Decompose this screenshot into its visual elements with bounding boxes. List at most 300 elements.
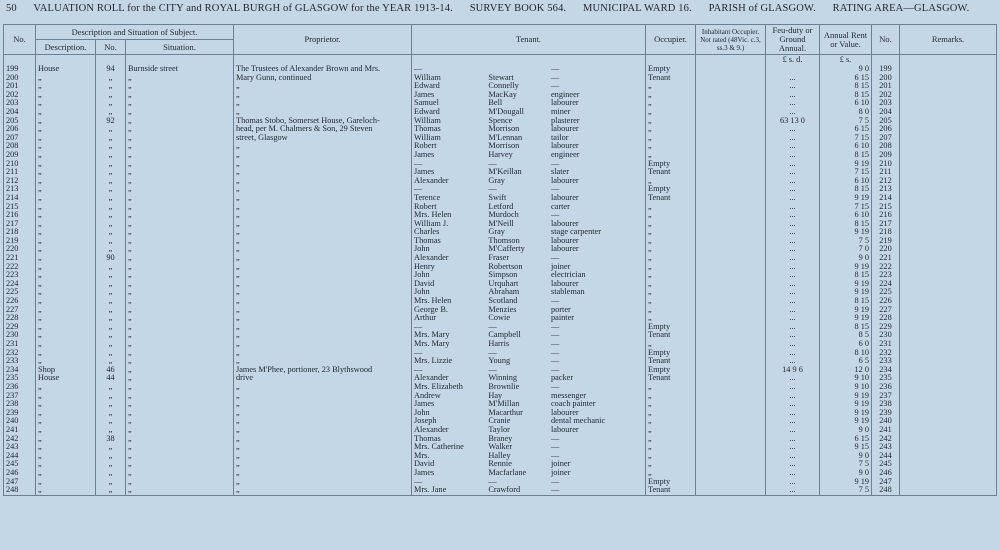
inhabitant-cell (696, 400, 766, 409)
remarks-cell (900, 203, 997, 212)
annual-rent-cell: 6 10 (820, 177, 872, 186)
tenant-first-name: Joseph (414, 417, 437, 426)
feu-duty-cell: ... (766, 194, 820, 203)
remarks-cell (900, 65, 997, 74)
remarks-cell (900, 314, 997, 323)
entry-number: 241 (4, 426, 36, 435)
entry-number: 229 (4, 323, 36, 332)
tenant-surname: Gray (488, 176, 505, 185)
proprietor-cell: „ (234, 194, 412, 203)
tenant-cell (412, 331, 646, 340)
tenant-first-name: Terence (414, 193, 441, 202)
tenant-surname: Macfarlane (488, 468, 527, 477)
description-cell: „ (36, 331, 96, 340)
tenant-surname: Walker (488, 443, 513, 452)
annual-rent-cell: 9 19 (820, 263, 872, 272)
entry-number: 213 (4, 185, 36, 194)
house-number-cell: „ (96, 74, 126, 83)
tenant-first-name: John (414, 271, 430, 280)
occupier-cell: „ (646, 452, 696, 461)
entry-number-right: 205 (872, 117, 900, 126)
occupier-cell: „ (646, 409, 696, 418)
situation-cell: „ (126, 134, 234, 143)
table-row (4, 314, 997, 323)
occupier-cell: Tenant (646, 168, 696, 177)
tenant-first-name: Thomas (414, 125, 441, 134)
tenant-first-name: Thomas (414, 236, 441, 245)
tenant-occupation: — (551, 348, 560, 357)
feu-duty-cell: ... (766, 314, 820, 323)
tenant-surname: Robertson (488, 262, 523, 271)
entry-number-right: 230 (872, 331, 900, 340)
house-number-cell: „ (96, 245, 126, 254)
table-row (4, 280, 997, 289)
tenant-occupation: electrician (551, 271, 586, 280)
feu-duty-cell: ... (766, 306, 820, 315)
tenant-cell (412, 82, 646, 91)
tenant-first-name: Samuel (414, 99, 439, 108)
house-number-cell: „ (96, 297, 126, 306)
description-cell: „ (36, 306, 96, 315)
tenant-first-name: Mrs. Catherine (414, 443, 464, 452)
description-cell: „ (36, 443, 96, 452)
tenant-surname: — (488, 322, 497, 331)
remarks-cell (900, 142, 997, 151)
proprietor-cell: „ (234, 306, 412, 315)
tenant-first-name: James (414, 168, 435, 177)
remarks-cell (900, 306, 997, 315)
tenant-occupation: — (551, 477, 560, 486)
inhabitant-cell (696, 478, 766, 487)
house-number-cell: „ (96, 357, 126, 366)
col-annual-rent: Annual Rent or Value. (820, 25, 872, 55)
tenant-cell (412, 142, 646, 151)
entry-number: 228 (4, 314, 36, 323)
proprietor-cell: „ (234, 452, 412, 461)
entry-number-right: 229 (872, 323, 900, 332)
description-cell: House (36, 65, 96, 74)
tenant-first-name: William J. (414, 219, 449, 228)
rent-units: £ s. (820, 55, 872, 66)
entry-number: 246 (4, 469, 36, 478)
feu-duty-cell: ... (766, 288, 820, 297)
situation-cell: „ (126, 426, 234, 435)
entry-number-right: 227 (872, 306, 900, 315)
tenant-first-name: James (414, 150, 435, 159)
tenant-first-name: Mrs. Lizzie (414, 357, 453, 366)
house-number-cell: „ (96, 392, 126, 401)
tenant-cell (412, 383, 646, 392)
inhabitant-cell (696, 280, 766, 289)
remarks-cell (900, 185, 997, 194)
annual-rent-cell: 8 10 (820, 349, 872, 358)
entry-number-right: 218 (872, 228, 900, 237)
tenant-surname: — (488, 365, 497, 374)
feu-duty-cell: ... (766, 177, 820, 186)
tenant-first-name: Thomas (414, 434, 441, 443)
col-feu-duty: Feu-duty or Ground Annual. (766, 25, 820, 55)
entry-number: 234 (4, 366, 36, 375)
house-number-cell: 90 (96, 254, 126, 263)
tenant-surname: Spence (488, 116, 513, 125)
description-cell: „ (36, 288, 96, 297)
table-row (4, 177, 997, 186)
table-body (4, 55, 997, 496)
entry-number-right: 222 (872, 263, 900, 272)
situation-cell: „ (126, 108, 234, 117)
feu-duty-cell: ... (766, 237, 820, 246)
tenant-first-name: William (414, 133, 441, 142)
entry-number: 245 (4, 460, 36, 469)
tenant-surname: Morrison (488, 125, 520, 134)
entry-number: 233 (4, 357, 36, 366)
situation-cell: „ (126, 478, 234, 487)
tenant-surname: Swift (488, 193, 507, 202)
tenant-first-name: Alexander (414, 254, 449, 263)
description-cell: „ (36, 108, 96, 117)
entry-number: 201 (4, 82, 36, 91)
annual-rent-cell: 8 15 (820, 91, 872, 100)
inhabitant-cell (696, 185, 766, 194)
tenant-cell (412, 151, 646, 160)
annual-rent-cell: 9 19 (820, 228, 872, 237)
inhabitant-cell (696, 366, 766, 375)
situation-cell: „ (126, 400, 234, 409)
situation-cell: „ (126, 417, 234, 426)
proprietor-cell: „ (234, 426, 412, 435)
situation-cell: „ (126, 160, 234, 169)
tenant-surname: Cranie (488, 417, 511, 426)
table-row (4, 125, 997, 134)
tenant-cell (412, 254, 646, 263)
tenant-surname: M'Millan (488, 400, 520, 409)
feu-duty-cell: ... (766, 323, 820, 332)
occupier-cell: Tenant (646, 374, 696, 383)
col-subject-group: Description and Situation of Subject. (36, 25, 234, 40)
entry-number-right: 242 (872, 435, 900, 444)
remarks-cell (900, 263, 997, 272)
tenant-occupation: — (551, 486, 560, 495)
remarks-cell (900, 117, 997, 126)
tenant-surname: M'Cafferty (488, 245, 525, 254)
house-number-cell: „ (96, 409, 126, 418)
description-cell: „ (36, 160, 96, 169)
tenant-surname: Gray (488, 228, 505, 237)
proprietor-cell: „ (234, 331, 412, 340)
tenant-cell (412, 237, 646, 246)
tenant-first-name: Andrew (414, 391, 441, 400)
inhabitant-cell (696, 331, 766, 340)
inhabitant-cell (696, 314, 766, 323)
tenant-occupation: joiner (551, 468, 571, 477)
remarks-cell (900, 288, 997, 297)
description-cell: „ (36, 254, 96, 263)
situation-cell: Burnside street (126, 65, 234, 74)
table-row (4, 185, 997, 194)
annual-rent-cell: 9 19 (820, 478, 872, 487)
remarks-cell (900, 331, 997, 340)
remarks-cell (900, 177, 997, 186)
entry-number: 231 (4, 340, 36, 349)
tenant-first-name: — (414, 185, 423, 194)
tenant-first-name: Alexander (414, 176, 449, 185)
annual-rent-cell: 8 15 (820, 297, 872, 306)
tenant-first-name: Robert (414, 202, 437, 211)
tenant-surname: Simpson (488, 271, 518, 280)
remarks-cell (900, 99, 997, 108)
description-cell: „ (36, 228, 96, 237)
entry-number-right: 214 (872, 194, 900, 203)
annual-rent-cell: 9 19 (820, 314, 872, 323)
tenant-cell (412, 349, 646, 358)
feu-duty-cell: ... (766, 254, 820, 263)
tenant-occupation: joiner (551, 460, 571, 469)
inhabitant-cell (696, 443, 766, 452)
entry-number-right: 244 (872, 452, 900, 461)
table-row (4, 91, 997, 100)
entry-number: 239 (4, 409, 36, 418)
situation-cell: „ (126, 383, 234, 392)
occupier-cell: „ (646, 91, 696, 100)
entry-number: 243 (4, 443, 36, 452)
description-cell: „ (36, 340, 96, 349)
tenant-first-name: — (414, 477, 423, 486)
tenant-occupation: labourer (551, 236, 579, 245)
tenant-cell (412, 357, 646, 366)
feu-duty-cell: ... (766, 245, 820, 254)
inhabitant-cell (696, 228, 766, 237)
tenant-first-name: James (414, 468, 435, 477)
inhabitant-cell (696, 65, 766, 74)
tenant-surname: MacKay (488, 90, 517, 99)
tenant-cell (412, 314, 646, 323)
entry-number-right: 212 (872, 177, 900, 186)
tenant-occupation: carter (551, 202, 570, 211)
remarks-cell (900, 237, 997, 246)
situation-cell: „ (126, 168, 234, 177)
table-row (4, 237, 997, 246)
proprietor-cell: „ (234, 263, 412, 272)
situation-cell: „ (126, 125, 234, 134)
entry-number: 235 (4, 374, 36, 383)
page-number: 50 (6, 3, 17, 14)
inhabitant-cell (696, 392, 766, 401)
table-row (4, 65, 997, 74)
proprietor-cell: head, per M. Chalmers & Son, 29 Steven (234, 125, 412, 134)
occupier-cell: „ (646, 263, 696, 272)
table-row (4, 160, 997, 169)
proprietor-cell: „ (234, 168, 412, 177)
annual-rent-cell: 7 0 (820, 245, 872, 254)
remarks-cell (900, 125, 997, 134)
occupier-cell: „ (646, 426, 696, 435)
entry-number-right: 238 (872, 400, 900, 409)
table-row (4, 443, 997, 452)
description-cell: „ (36, 417, 96, 426)
annual-rent-cell: 9 10 (820, 374, 872, 383)
entry-number-right: 225 (872, 288, 900, 297)
occupier-cell: „ (646, 383, 696, 392)
annual-rent-cell: 9 19 (820, 280, 872, 289)
tenant-cell (412, 392, 646, 401)
house-number-cell: „ (96, 203, 126, 212)
description-cell: „ (36, 194, 96, 203)
tenant-cell (412, 271, 646, 280)
remarks-cell (900, 443, 997, 452)
proprietor-cell: „ (234, 314, 412, 323)
tenant-cell (412, 211, 646, 220)
description-cell: „ (36, 280, 96, 289)
inhabitant-cell (696, 108, 766, 117)
description-cell: „ (36, 271, 96, 280)
proprietor-cell: „ (234, 478, 412, 487)
tenant-occupation: slater (551, 168, 569, 177)
tenant-cell (412, 220, 646, 229)
remarks-cell (900, 134, 997, 143)
tenant-cell (412, 168, 646, 177)
inhabitant-cell (696, 323, 766, 332)
tenant-surname: Bell (488, 99, 503, 108)
units-row (4, 55, 997, 66)
inhabitant-cell (696, 160, 766, 169)
proprietor-cell: „ (234, 400, 412, 409)
house-number-cell: „ (96, 280, 126, 289)
proprietor-cell: „ (234, 435, 412, 444)
entry-number: 232 (4, 349, 36, 358)
tenant-first-name: David (414, 279, 435, 288)
annual-rent-cell: 7 15 (820, 168, 872, 177)
table-row (4, 245, 997, 254)
occupier-cell: „ (646, 392, 696, 401)
table-row (4, 400, 997, 409)
house-number-cell: „ (96, 160, 126, 169)
remarks-cell (900, 486, 997, 495)
house-number-cell: „ (96, 486, 126, 495)
description-cell: „ (36, 211, 96, 220)
occupier-cell: „ (646, 117, 696, 126)
situation-cell: „ (126, 74, 234, 83)
tenant-surname: — (488, 348, 497, 357)
annual-rent-cell: 7 5 (820, 237, 872, 246)
occupier-cell: „ (646, 288, 696, 297)
annual-rent-cell: 9 0 (820, 65, 872, 74)
entry-number: 222 (4, 263, 36, 272)
inhabitant-cell (696, 237, 766, 246)
col-no: No. (4, 25, 36, 55)
table-row (4, 486, 997, 495)
situation-cell: „ (126, 349, 234, 358)
description-cell: „ (36, 392, 96, 401)
entry-number: 221 (4, 254, 36, 263)
proprietor-cell: „ (234, 211, 412, 220)
proprietor-cell: „ (234, 486, 412, 495)
tenant-surname: Stewart (488, 73, 514, 82)
remarks-cell (900, 426, 997, 435)
description-cell: „ (36, 82, 96, 91)
entry-number-right: 219 (872, 237, 900, 246)
proprietor-cell: „ (234, 357, 412, 366)
situation-cell: „ (126, 469, 234, 478)
tenant-occupation: — (551, 211, 560, 220)
tenant-first-name: Charles (414, 228, 440, 237)
remarks-cell (900, 220, 997, 229)
remarks-cell (900, 254, 997, 263)
annual-rent-cell: 7 5 (820, 460, 872, 469)
tenant-cell (412, 306, 646, 315)
feu-duty-cell: ... (766, 185, 820, 194)
remarks-cell (900, 383, 997, 392)
tenant-occupation: painter (551, 314, 575, 323)
entry-number-right: 200 (872, 74, 900, 83)
remarks-cell (900, 435, 997, 444)
tenant-occupation: tailor (551, 133, 569, 142)
tenant-first-name: — (414, 159, 423, 168)
description-cell: „ (36, 177, 96, 186)
tenant-cell (412, 469, 646, 478)
proprietor-cell: „ (234, 237, 412, 246)
situation-cell: „ (126, 185, 234, 194)
table-row (4, 426, 997, 435)
table-row (4, 108, 997, 117)
tenant-surname (488, 65, 551, 74)
house-number-cell: „ (96, 108, 126, 117)
entry-number: 207 (4, 134, 36, 143)
occupier-cell: „ (646, 228, 696, 237)
entry-number-right: 231 (872, 340, 900, 349)
tenant-occupation: labourer (551, 279, 579, 288)
entry-number: 230 (4, 331, 36, 340)
inhabitant-cell (696, 297, 766, 306)
description-cell: „ (36, 460, 96, 469)
tenant-cell (412, 125, 646, 134)
tenant-surname: Letford (488, 202, 514, 211)
entry-number-right: 247 (872, 478, 900, 487)
description-cell: „ (36, 383, 96, 392)
inhabitant-cell (696, 177, 766, 186)
description-cell: „ (36, 478, 96, 487)
annual-rent-cell: 9 0 (820, 452, 872, 461)
remarks-cell (900, 82, 997, 91)
entry-number-right: 216 (872, 211, 900, 220)
tenant-cell (412, 340, 646, 349)
tenant-surname: M'Dougall (488, 107, 524, 116)
tenant-surname: Crawford (488, 486, 521, 495)
remarks-cell (900, 271, 997, 280)
situation-cell: „ (126, 443, 234, 452)
inhabitant-cell (696, 82, 766, 91)
situation-cell: „ (126, 263, 234, 272)
tenant-cell (412, 263, 646, 272)
tenant-first-name: William (414, 116, 441, 125)
tenant-cell (412, 288, 646, 297)
house-number-cell: 92 (96, 117, 126, 126)
tenant-occupation: — (551, 297, 560, 306)
entry-number-right: 239 (872, 409, 900, 418)
house-number-cell: „ (96, 237, 126, 246)
entry-number: 220 (4, 245, 36, 254)
tenant-occupation: — (551, 65, 560, 73)
remarks-cell (900, 366, 997, 375)
house-number-cell: „ (96, 142, 126, 151)
tenant-surname: Menzies (488, 305, 517, 314)
annual-rent-cell: 6 15 (820, 435, 872, 444)
proprietor-cell: „ (234, 220, 412, 229)
remarks-cell (900, 245, 997, 254)
tenant-occupation: — (551, 443, 560, 452)
situation-cell: „ (126, 117, 234, 126)
inhabitant-cell (696, 245, 766, 254)
inhabitant-cell (696, 220, 766, 229)
